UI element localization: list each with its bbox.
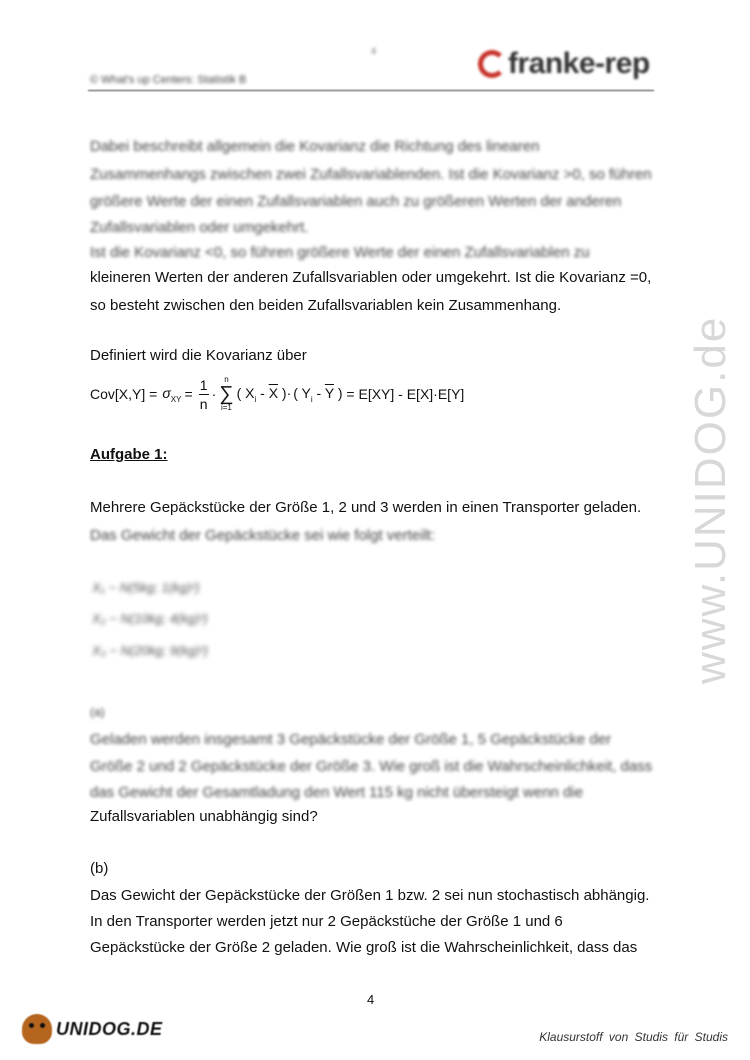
text-line: Definiert wird die Kovarianz über xyxy=(90,347,307,364)
formula-frac-num: 1 xyxy=(199,376,208,393)
unidog-logo-text: UNIDOG.DE xyxy=(56,1018,163,1039)
formula-sum-symbol: ∑ xyxy=(219,383,234,405)
text-line: so besteht zwischen den beiden Zufallsvariablen kein Zusammenhang. xyxy=(90,297,562,314)
distribution-x3: X₃ ~ N(20kg; 9(kg)²) xyxy=(92,643,209,658)
franke-rep-logo-icon xyxy=(478,50,506,78)
formula-sum-top: n xyxy=(224,375,229,384)
text-line: Ist die Kovarianz <0, so führen größere Werte der einen Zufallsvariablen zu xyxy=(90,244,590,261)
covariance-formula xyxy=(90,376,464,412)
formula-frac-bar xyxy=(199,394,209,395)
text-line: In den Transporter werden jetzt nur 2 Gepäckstüche der Größe 1 und 6 xyxy=(90,913,563,930)
text-line: Das Gewicht der Gepäckstücke der Größen 1 bzw. 2 sei nun stochastisch abhängig. xyxy=(90,887,650,904)
formula-fraction xyxy=(199,377,209,412)
formula-rhs: = E[XY] - E[X]·E[Y] xyxy=(342,386,465,402)
text-line: kleineren Werten der anderen Zufallsvariablen oder umgekehrt. Ist die Kovarianz =0, xyxy=(90,269,652,286)
aufgabe-title: Aufgabe 1: xyxy=(90,446,168,463)
page-number: 4 xyxy=(367,992,375,1007)
text-line: Gepäckstücke der Größe 2 geladen. Wie groß ist die Wahrscheinlichkeit, dass das xyxy=(90,939,638,956)
formula-sigma: σ xyxy=(162,384,171,401)
franke-rep-logo xyxy=(478,44,650,84)
unidog-logo xyxy=(22,1014,163,1044)
formula-lhs: Cov[X,Y] = xyxy=(90,386,158,402)
dog-mascot-icon xyxy=(22,1014,52,1044)
formula-sum-bottom: i=1 xyxy=(220,403,232,412)
header-divider xyxy=(88,90,654,91)
part-a-label: (a) xyxy=(90,705,105,719)
franke-rep-logo-text: franke-rep xyxy=(508,47,650,80)
text-line: Größe 2 und 2 Gepäckstücke der Größe 3. Wie groß ist die Wahrscheinlichkeit, dass xyxy=(90,758,653,775)
distribution-x1: X₁ ~ N(5kg; 1(kg)²) xyxy=(92,580,200,595)
formula-frac-den: n xyxy=(199,395,208,412)
distribution-x2: X₂ ~ N(10kg; 4(kg)²) xyxy=(92,611,208,626)
text-line: Geladen werden insgesamt 3 Gepäckstücke der Größe 1, 5 Gepäckstücke der xyxy=(90,731,612,748)
part-b-label: (b) xyxy=(90,860,109,877)
text-line: Zufallsvariablen oder umgekehrt. xyxy=(90,219,309,236)
text-line: Dabei beschreibt allgemein die Kovarianz die Richtung des linearen xyxy=(90,138,540,155)
formula-sum xyxy=(219,376,233,412)
formula-term-1: ( $X_i - \overline{X}$ )· xyxy=(236,384,292,404)
formula-sigma-sub: XY xyxy=(170,394,182,404)
text-line: Das Gewicht der Gepäckstücke sei wie folgt verteilt: xyxy=(90,527,436,544)
text-line: Zufallsvariablen unabhängig sind? xyxy=(90,808,318,825)
header-left-text: © What's up Centers: Statistik B xyxy=(90,74,247,86)
formula-term-2: ( $Y_i - \overline{Y}$ ) xyxy=(293,384,343,404)
footer-slogan: Klausurstoff von Studis für Studis xyxy=(539,1030,728,1044)
header-top-number: 4 xyxy=(371,46,377,56)
formula-dot: · xyxy=(211,386,217,402)
text-line: Mehrere Gepäckstücke der Größe 1, 2 und 3 werden in einen Transporter geladen. xyxy=(90,499,642,516)
text-line: das Gewicht der Gesamtladung den Wert 115 kg nicht übersteigt wenn die xyxy=(90,784,584,801)
text-line: Zusammenhangs zwischen zwei Zufallsvariablenden. Ist die Kovarianz >0, so führen xyxy=(90,166,652,183)
text-line: größere Werte der einen Zufallsvariablen auch zu größeren Werten der anderen xyxy=(90,193,622,210)
watermark: www.UNIDOG.de xyxy=(686,315,735,685)
formula-eq: = xyxy=(184,386,193,402)
